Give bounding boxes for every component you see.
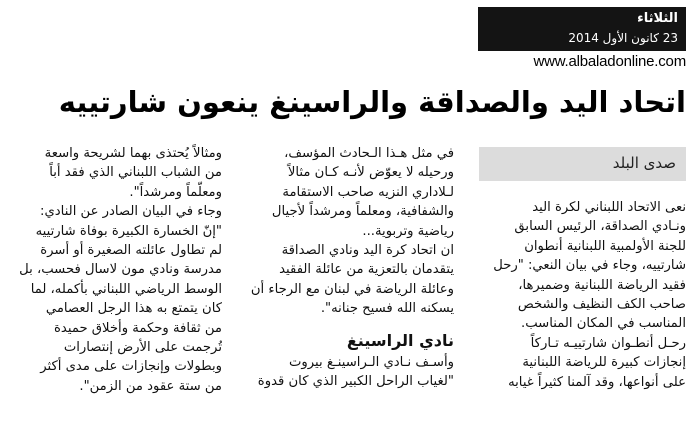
text-line: الوسط الرياضي اللبناني بأكمله، لما [30, 281, 222, 297]
text-line: وأسـف نـادي الـراسينـغ بيروت [288, 354, 454, 370]
text-line: لم تطاول عائلته الصغيرة أو أسرة [40, 243, 222, 259]
byline: صدى البلد [479, 147, 686, 181]
text-line: ونـادي الصداقة، الرئيس السابق [514, 219, 686, 235]
site-url: www.albaladonline.com [533, 53, 686, 70]
article-column-left [14, 144, 222, 422]
date-box [478, 7, 686, 51]
text-line: من ستة عقود من الزمن". [79, 378, 222, 394]
text-line: صاحب الكف النظيف والشخص [517, 297, 686, 313]
subhead: نادي الراسينغ [346, 330, 454, 350]
text-line: نعى الاتحاد اللبناني لكرة اليد [532, 200, 686, 215]
text-line: يتقدمان بالتعزية من عائلة الفقيد [279, 262, 454, 278]
text-line: وبطولات وإنجازات على مدى أكثر [40, 359, 222, 375]
text-line: ومعلّماً ومرشداً". [129, 184, 222, 200]
text-line: ومثالاً يُحتذى بهما لشريحة واسعة [44, 146, 222, 161]
text-line: في مثل هـذا الـحادث المؤسف، [284, 146, 454, 161]
text-line: ورحيله لا يعوّض لأنـه كـان مثالاً [287, 165, 454, 181]
text-line: رحـل أنطـوان شارتييـه تـاركاً [530, 335, 686, 351]
text-line: ان اتحاد كرة اليد ونادي الصداقة [281, 243, 454, 259]
headline: اتحاد اليد والصداقة والراسينغ ينعون شارتييه [58, 85, 686, 119]
text-line: "إنّ الخسارة الكبيرة بوفاة شارتييه [35, 223, 222, 239]
text-line: من ثقافة وحكمة وأخلاق حميدة [54, 320, 222, 336]
text-line: مدرسة ونادي مون لاسال فحسب، بل [19, 262, 222, 278]
article-column-right [479, 198, 686, 422]
article-column-middle [248, 144, 454, 422]
text-line: المناسب في المكان المناسب. [521, 316, 686, 332]
text-line: تُرجمت على الأرض إنتصارات [63, 340, 222, 356]
text-line: رياضية وتربوية... [362, 223, 454, 239]
text-line: والشفافية، ومعلماً ومرشداً لأجيال [271, 204, 454, 220]
text-line: يسكنه الله فسيح جنانه". [320, 301, 454, 317]
text-line: فقيد الرياضة اللبنانية وضميرها، [518, 277, 686, 293]
text-line: على أنواعها، وقد آلمنا كثيراً غيابه [508, 374, 686, 390]
date-label: 23 كانون الأول 2014 [568, 31, 678, 45]
text-line: كان يتمتع به هذا الرجل العصامي [45, 301, 222, 317]
text-line: للجنة الأولمبية اللبنانية أنطوان [524, 238, 686, 254]
text-line: وجاء في البيان الصادر عن النادي: [40, 204, 222, 220]
text-line: "لغياب الراحل الكبير الذي كان قدوة [257, 374, 454, 390]
text-line: من الشباب اللبناني الذي فقد أباً [49, 165, 222, 181]
text-line: لـلاداري النزيه صاحب الاستقامة [282, 184, 454, 200]
text-line: إنجازات كبيرة للرياضة اللبنانية [522, 355, 686, 371]
text-line: وعائلة الرياضة في لبنان مع الرجاء أن [250, 281, 454, 297]
text-line: شارتييه، وجاء في بيان النعي: "رحل [493, 258, 686, 274]
day-label: الثلاثاء [637, 11, 678, 26]
